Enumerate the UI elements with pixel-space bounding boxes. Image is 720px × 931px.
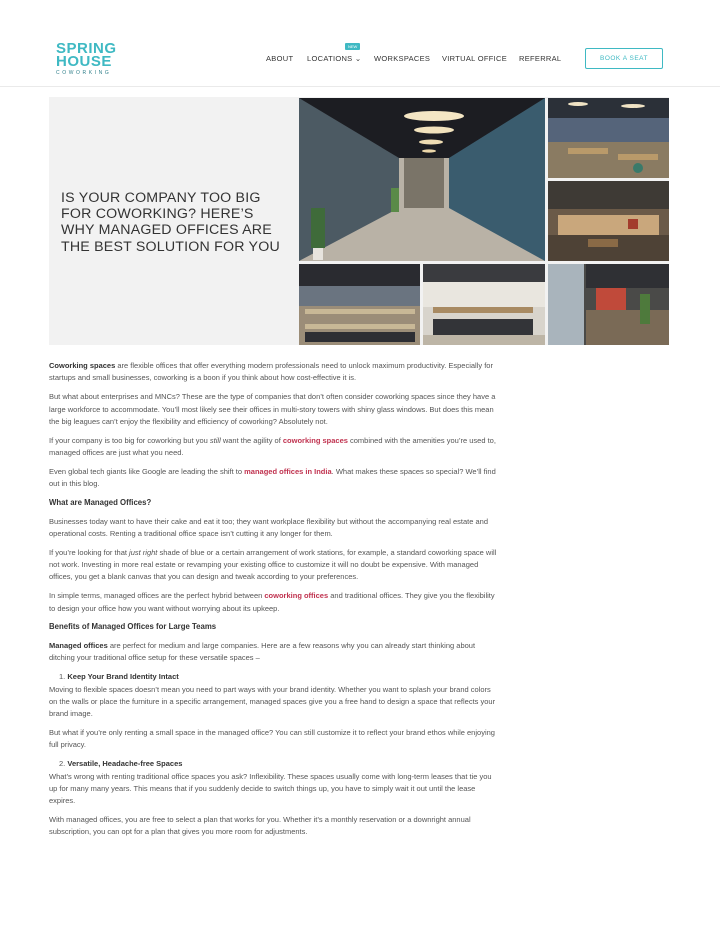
li1-title: Keep Your Brand Identity Intact bbox=[67, 672, 179, 682]
p6-b: shade of blue or a certain arrangement of work stations, for example, a standard coworking space will not work. Investing in more real estate or revamping your existing office to customize it will no doubt be expensive. With managed offices, you get a blank canvas that you can design and tweak according to your preferences. bbox=[49, 547, 497, 582]
p1-bold: Coworking spaces bbox=[49, 361, 116, 370]
paragraph-8 bbox=[49, 640, 499, 665]
paragraph-6 bbox=[49, 547, 499, 584]
p8-text: are perfect for medium and large companies. Here are a few reasons why you can already start thinking about ditching your traditional office setup for these versatile spaces – bbox=[49, 640, 476, 663]
p4-a: Even global tech giants like Google are leading the shift to bbox=[49, 466, 245, 476]
p3-b: want the agility of bbox=[220, 435, 283, 445]
cafe-photo bbox=[548, 264, 669, 345]
p7-a: In simple terms, managed offices are the perfect hybrid between bbox=[49, 591, 265, 601]
nav-virtual-office[interactable]: VIRTUAL OFFICE bbox=[442, 54, 508, 63]
nav-workspaces[interactable]: WORKSPACES bbox=[374, 54, 431, 63]
site-header bbox=[0, 0, 720, 87]
p3-em: still bbox=[209, 435, 221, 445]
p6-em: just right bbox=[129, 547, 158, 557]
new-badge: NEW bbox=[345, 43, 360, 50]
logo-line-2: HOUSE bbox=[56, 53, 112, 70]
heading-what-are-managed-offices: What are Managed Offices? bbox=[49, 497, 152, 507]
paragraph-11: What’s wrong with renting traditional office spaces you ask? Inflexibility. These spaces usually come with long-term leases that tie you up for many many years. This means that if you suddenly decide to switch things up, you have to simply wait it out until the lease expires. bbox=[49, 771, 492, 806]
paragraph-4 bbox=[49, 466, 499, 491]
p4-b: . What makes these spaces so special? We’ll find out in this blog. bbox=[49, 466, 496, 489]
corridor-photo bbox=[299, 98, 545, 261]
p3-a: If your company is too big for coworking but you bbox=[49, 435, 210, 445]
li1-number: 1. bbox=[59, 672, 66, 682]
li2-number: 2. bbox=[59, 759, 66, 769]
heading-benefits: Benefits of Managed Offices for Large Teams bbox=[49, 622, 217, 632]
article-body bbox=[49, 360, 499, 845]
sofa-lounge-photo bbox=[548, 181, 669, 261]
p6-a: If you’re looking for that bbox=[49, 547, 130, 557]
p3-c: combined with the amenities you’re used to, managed offices are just what you need. bbox=[49, 435, 496, 458]
paragraph-7 bbox=[49, 590, 499, 615]
hero-banner bbox=[49, 97, 669, 345]
p1-text: are flexible offices that offer everything modern professionals need to unlock maximum productivity. Especially for startups and small businesses, coworking is a boon if you think about how cost-effective it is. bbox=[49, 361, 493, 383]
nav-referral[interactable]: REFERRAL bbox=[519, 54, 562, 63]
nav-about[interactable]: ABOUT bbox=[266, 54, 294, 63]
logo-line-3: COWORKING bbox=[56, 70, 112, 76]
list-item-1 bbox=[49, 671, 499, 683]
book-a-seat-button[interactable]: BOOK A SEAT bbox=[585, 48, 663, 69]
logo-line-1: SPRING bbox=[56, 40, 117, 57]
li2-title: Versatile, Headache-free Spaces bbox=[67, 759, 183, 769]
p8-bold: Managed offices bbox=[49, 640, 108, 650]
p7-b: and traditional offices. They give you the flexibility to design your office how you want without worrying about its upkeep. bbox=[49, 591, 495, 613]
paragraph-5: Businesses today want to have their cake and eat it too; they want workplace flexibility but without the accompanying real estate and operational costs. Renting a traditional office space isn’t cutting it any longer for them. bbox=[49, 516, 489, 538]
paragraph-12: With managed offices, you are free to select a plan that works for you. Whether it’s a monthly reservation or a downright annual subscription, you can opt for a plan that gives you more room for adjustments. bbox=[49, 815, 471, 837]
paragraph-3 bbox=[49, 435, 499, 460]
lounge-photo bbox=[548, 98, 669, 178]
list-item-2 bbox=[49, 758, 499, 770]
workstation-photo-2 bbox=[423, 264, 545, 345]
nav-locations[interactable]: LOCATIONS ⌄ bbox=[307, 54, 362, 63]
paragraph-10: But what if you’re only renting a small space in the managed office? You can still customize it to reflect your brand ethos while enjoying full privacy. bbox=[49, 728, 495, 750]
hero-title: IS YOUR COMPANY TOO BIG FOR COWORKING? HERE’S WHY MANAGED OFFICES ARE THE BEST SOLUTION FOR YOU bbox=[61, 190, 280, 255]
workstation-photo-1 bbox=[299, 264, 420, 345]
paragraph-1 bbox=[49, 360, 499, 385]
coworking-offices-link[interactable]: coworking offices bbox=[264, 591, 329, 601]
managed-offices-india-link[interactable]: managed offices in India bbox=[244, 466, 332, 476]
coworking-spaces-link[interactable]: coworking spaces bbox=[282, 435, 348, 445]
paragraph-2: But what about enterprises and MNCs? These are the type of companies that don’t often consider coworking spaces since they have a large workforce to accommodate. You’ll most likely see their offices in multi-story towers with shiny glass windows. But does this mean the big leagues can’t enjoy the flexibility and efficiency of coworking? Absolutely not. bbox=[49, 392, 496, 426]
paragraph-9: Moving to flexible spaces doesn’t mean you need to part ways with your brand identity. Whether you want to splash your brand colors on the walls or place the furniture in a specific arrangement, managed spaces give you a free hand to design a space that reflects your brand image. bbox=[49, 684, 496, 719]
logo[interactable] bbox=[56, 42, 116, 76]
